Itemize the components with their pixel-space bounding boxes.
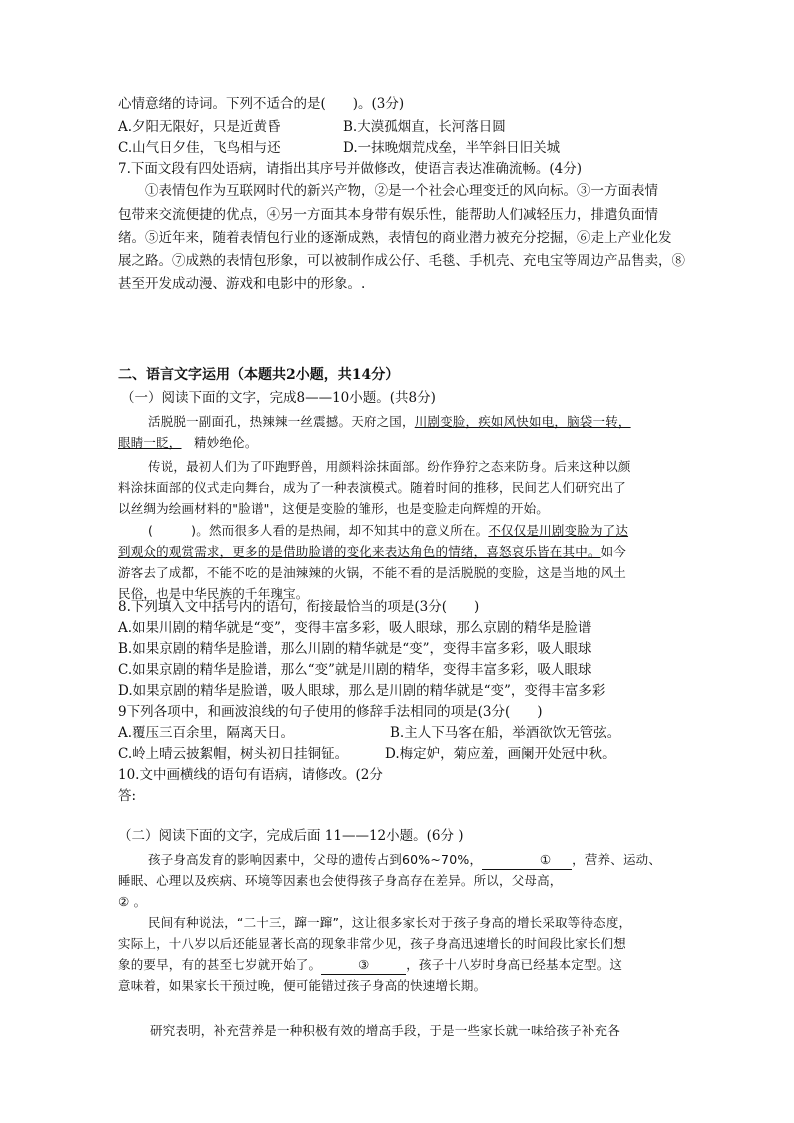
part-2-para-2-line-3: 象的要早，有的甚至七岁就开始了。 ③ ，孩子十八岁时身高已经基本定型。这 [118, 956, 622, 975]
q6-option-c: C.山气日夕佳，飞鸟相与还 [118, 140, 281, 156]
part-2-line-2: 睡眠、心理以及疾病、环境等因素也会使得孩子身高存在差异。所以，父母高， [118, 873, 563, 888]
passage-2-line-3: 以丝绸为绘画材料的"脸谱"，这便是变脸的雏形，也是变脸走向辉煌的开始。 [118, 501, 550, 516]
q7-line-2: 包带来交流便捷的优点，④另一方面其本身带有娱乐性，能帮助人们减轻压力，排遣负面情 [118, 207, 658, 223]
q6-option-b: B.大漠孤烟直，长河落日圆 [343, 119, 506, 135]
passage-3-line-3: 游客去了成都，不能不吃的是油辣辣的火锅，不能不看的是活脱脱的变脸，这是当地的风土 [118, 565, 627, 580]
q8-stem: 8.下列填入文中括号内的语句，衔接最恰当的项是(3分( ) [118, 599, 480, 615]
q9-stem: 9下列各项中，和画波浪线的句子使用的修辞手法相同的项是(3分( ) [118, 704, 543, 720]
part-1-intro: （一）阅读下面的文字，完成8——10小题。(共8分) [121, 390, 436, 406]
q8-option-b: B.如果京剧的精华是脸谱，那么川剧的精华就是“变”，变得丰富多彩，吸人眼球 [118, 641, 592, 657]
q8-option-d: D.如果京剧的精华是脸谱，吸人眼球，那么是川剧的精华就是“变”，变得丰富多彩 [118, 683, 606, 699]
part-2-line-3: ② 。 [118, 894, 147, 909]
q7-line-3: 绪。⑤近年来，随着表情包行业的逐渐成熟，表情包的商业潜力被充分挖掘，⑥走上产业化发 [118, 230, 672, 246]
q9-option-b: B.主人下马客在船，举酒欲饮无管弦。 [390, 725, 621, 741]
part-2-para-2-line-2: 实际上，十八岁以后还能显著长高的现象非常少见，孩子身高迅速增长的时间段比家长们想 [118, 936, 627, 951]
wavy-underlined-sentence: 川剧变脸，疾如风快如电，脑袋一转， [414, 414, 631, 429]
part-2-para-3-line-1: 研究表明，补充营养是一种积极有效的增高手段，于是一些家长就一味给孩子补充各 [150, 1023, 620, 1038]
passage-1-line-1: 活脱脱一副面孔，热辣辣一丝震撼。天府之国，川剧变脸，疾如风快如电，脑袋一转， [148, 414, 631, 429]
part-2-intro: （二）阅读下面的文字，完成后面 11——12小题。(6分 ) [118, 828, 464, 844]
part-2-para-2-line-1: 民间有种说法，“二十三，蹿一蹿”，这让很多家长对于孩子身高的增长采取等待态度， [148, 915, 632, 930]
q9-option-c: C.岭上晴云披絮帽，树头初日挂铜钲。 [118, 746, 349, 762]
passage-2-line-2: 料涂抹面部的仪式走向舞台，成为了一种表演模式。随着时间的推移，民间艺人们研究出了 [118, 480, 627, 495]
section-2-title: 二、语言文字运用（本题共2小题，共14分） [118, 367, 400, 383]
q6-stem: 心情意绪的诗词。下列不适合的是( )。(3分) [118, 96, 405, 112]
passage-1-line-2: 眼睛一眨， 精妙绝伦。 [118, 435, 258, 450]
q6-option-a: A.夕阳无限好，只是近黄昏 [118, 119, 281, 135]
q6-option-d: D.一抹晚烟荒戍垒，半竿斜日旧关城 [343, 140, 561, 156]
passage-3-line-1: ( )。然而很多人看的是热闹，却不知其中的意义所在。不仅仅是川剧变脸为了达 [148, 523, 629, 538]
underlined-sentence-start: 不仅仅是川剧变脸为了达 [488, 523, 629, 538]
q7-line-4: 展之路。⑦成熟的表情包形象，可以被制作成公仔、毛毯、手机壳、充电宝等周边产品售卖，⑧ [118, 253, 685, 269]
q8-option-c: C.如果京剧的精华是脸谱，那么“变”就是川剧的精华，变得丰富多彩，吸人眼球 [118, 662, 592, 678]
q7-line-1: ①表情包作为互联网时代的新兴产物，②是一个社会心理变迁的风向标。③一方面表情 [145, 183, 658, 199]
q10-stem: 10.文中画横线的语句有语病，请修改。(2分 [118, 767, 383, 783]
q9-option-a: A.覆压三百余里，隔离天日。 [118, 725, 295, 741]
q8-option-a: A.如果川剧的精华就是“变”，变得丰富多彩，吸人眼球，那么京剧的精华是脸谱 [118, 620, 592, 636]
blank-1[interactable]: ① [482, 851, 572, 870]
q10-answer-label: 答: [118, 788, 137, 804]
q9-option-d: D.梅定妒，菊应羞，画阑开处冠中秋。 [385, 746, 616, 762]
underlined-sentence-end: 到观众的观赏需求，更多的是借助脸谱的变化来表达角色的情绪，喜怒哀乐皆在其中。 [118, 544, 601, 559]
blank-3[interactable]: ③ [321, 956, 406, 975]
q7-stem: 7.下面文段有四处语病，请指出其序号并做修改，使语言表达准确流畅。(4分) [118, 161, 583, 177]
q7-line-5: 甚至开发成动漫、游戏和电影中的形象。. [118, 276, 366, 292]
passage-3-line-4: 民俗，也是中华民族的千年瑰宝。 [118, 586, 309, 601]
passage-2-line-1: 传说，最初人们为了吓跑野兽，用颜料涂抹面部。纷作狰狞之态来防身。后来这种以颜 [148, 459, 631, 474]
part-2-line-1: 孩子身高发育的影响因素中，父母的遗传占到60%~70%， ① ，营养、运动、 [148, 851, 661, 870]
passage-3-line-2: 到观众的观赏需求，更多的是借助脸谱的变化来表达角色的情绪，喜怒哀乐皆在其中。如今 [118, 544, 627, 559]
part-2-para-2-line-4: 意味着，如果家长干预过晚，便可能错过孩子身高的快速增长期。 [118, 978, 487, 993]
